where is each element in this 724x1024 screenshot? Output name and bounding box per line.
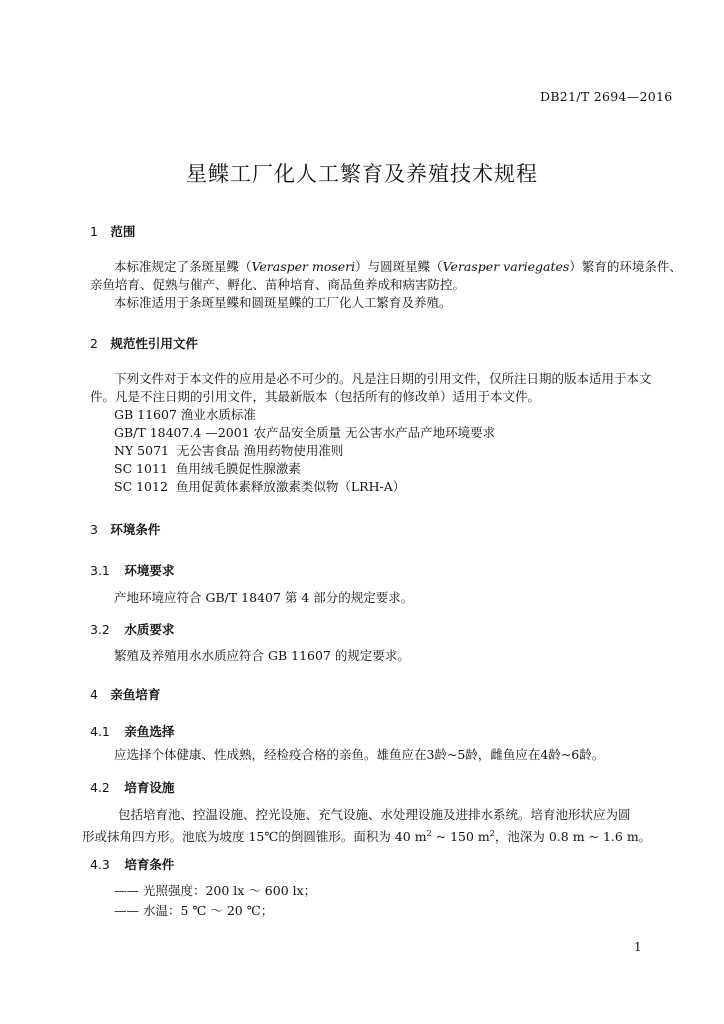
section-2-heading — [90, 334, 198, 352]
reference-item: NY 5071 无公害食品 渔用药物使用准则 — [114, 443, 344, 458]
paragraph: 产地环境应符合 GB/T 18407 第 4 部分的规定要求。 — [114, 590, 414, 605]
list-item: —— 水温：5 ℃ ～ 20 ℃； — [114, 903, 274, 918]
text-run: 形或抹角四方形。池底为坡度 15℃的倒圆锥形。面积为 40 m — [82, 829, 427, 845]
text-run: ~ 150 m — [431, 829, 490, 845]
section-3-heading — [90, 520, 160, 538]
reference-item: GB/T 18407.4 —2001 农产品安全质量 无公害水产品产地环境要求 — [114, 425, 496, 440]
document-title: 星鲽工厂化人工繁育及养殖技术规程 — [186, 162, 538, 186]
reference-item: SC 1011 鱼用绒毛膜促性腺激素 — [114, 461, 301, 476]
section-title: 环境条件 — [110, 522, 161, 537]
document-number: DB21/T 2694—2016 — [540, 89, 673, 104]
reference-item: SC 1012 鱼用促黄体素释放激素类似物（LRH-A） — [114, 479, 406, 494]
subsection-4-3-heading — [90, 855, 174, 873]
paragraph: 本标准适用于条斑星鲽和圆斑星鲽的工厂化人工繁育及养殖。 — [114, 295, 452, 310]
text-run: ）与圆斑星鲽（ — [355, 259, 443, 274]
section-title: 规范性引用文件 — [110, 336, 198, 351]
section-title: 培育条件 — [124, 857, 175, 872]
paragraph — [114, 258, 682, 276]
section-number: 3.1 — [90, 563, 110, 578]
paragraph: 应选择个体健康、性成熟，经检疫合格的亲鱼。雄鱼应在3龄~5龄，雌鱼应在4龄~6龄。 — [114, 747, 605, 762]
paragraph: 包括培育池、控温设施、控光设施、充气设施、水处理设施及进排水系统。培育池形状应为圆 — [118, 807, 631, 822]
page-number: 1 — [634, 940, 642, 954]
text-run: 本标准规定了条斑星鲽（ — [114, 259, 252, 274]
paragraph-line: 亲鱼培育、促熟与催产、孵化、苗种培育、商品鱼养成和病害防控。 — [90, 277, 466, 292]
subsection-4-1-heading — [90, 722, 174, 740]
section-title: 环境要求 — [124, 563, 175, 578]
list-item: —— 光照强度：200 lx ～ 600 lx； — [114, 883, 317, 898]
section-title: 范围 — [110, 224, 136, 239]
section-number: 4 — [90, 687, 98, 702]
species-name: Verasper variegates — [442, 259, 570, 274]
section-number: 4.1 — [90, 724, 110, 739]
subsection-3-1-heading — [90, 561, 174, 579]
species-name: Verasper moseri — [251, 259, 356, 274]
section-title: 水质要求 — [124, 622, 175, 637]
subsection-4-2-heading — [90, 778, 174, 796]
paragraph: 繁殖及养殖用水水质应符合 GB 11607 的规定要求。 — [114, 648, 410, 663]
section-title: 培育设施 — [124, 780, 175, 795]
paragraph: 下列文件对于本文件的应用是必不可少的。凡是注日期的引用文件，仅所注日期的版本适用于本文 — [114, 371, 652, 386]
superscript: 2 — [426, 829, 432, 838]
superscript: 2 — [489, 829, 495, 838]
reference-item: GB 11607 渔业水质标准 — [114, 407, 256, 422]
section-number: 2 — [90, 336, 98, 351]
section-title: 亲鱼选择 — [124, 724, 175, 739]
section-number: 1 — [90, 224, 98, 239]
paragraph-line: 件。凡是不注日期的引用文件，其最新版本（包括所有的修改单）适用于本文件。 — [90, 389, 541, 404]
section-number: 3.2 — [90, 622, 110, 637]
subsection-3-2-heading — [90, 620, 174, 638]
section-4-heading — [90, 685, 160, 703]
text-run: ）繁育的环境条件、 — [569, 259, 682, 274]
section-number: 3 — [90, 522, 98, 537]
section-number: 4.3 — [90, 857, 110, 872]
section-title: 亲鱼培育 — [110, 687, 161, 702]
section-1-heading — [90, 222, 135, 240]
paragraph-line — [82, 825, 651, 846]
section-number: 4.2 — [90, 780, 110, 795]
text-run: ，池深为 0.8 m ~ 1.6 m。 — [494, 829, 652, 845]
